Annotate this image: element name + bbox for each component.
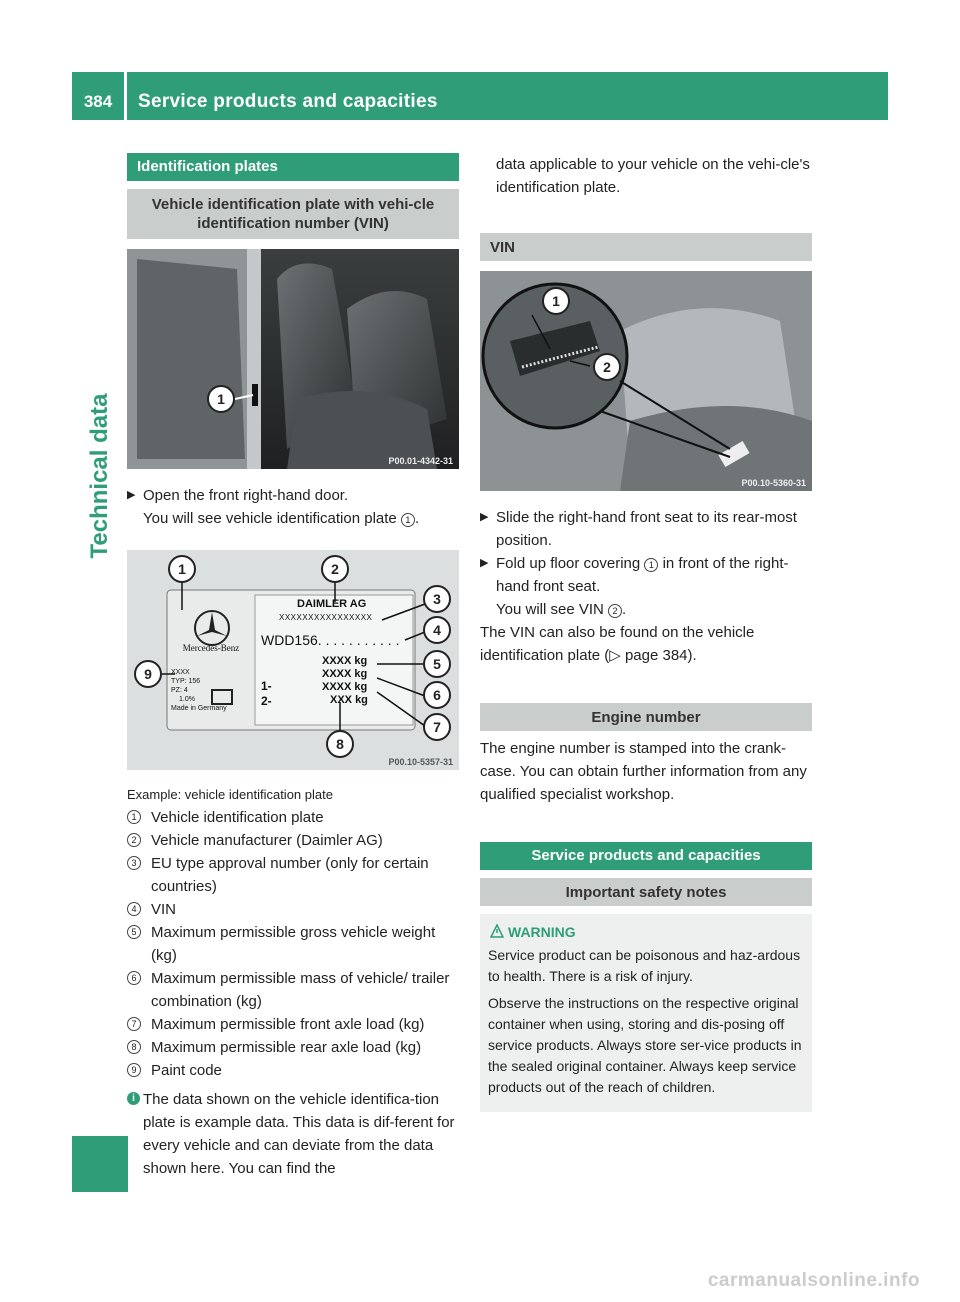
footer-watermark: carmanualsonline.info [707,1270,920,1291]
circled-number-icon: 5 [127,925,141,939]
legend-text: Paint code [151,1062,222,1079]
plate-vin: WDD156. . . . . . . . . . . [261,632,400,648]
callout-8: 8 [326,730,354,758]
circled-number-icon: 2 [127,833,141,847]
step-punct: . [414,510,420,527]
plate-small-1: XXXX [171,669,190,676]
arrow-step-icon: ▶ [480,511,489,523]
right-column [480,153,812,1112]
circled-number-icon: 4 [127,902,141,916]
section-title-identification: Identification plates [127,153,459,181]
callout-3: 3 [423,585,451,613]
callout-9: 9 [134,660,162,688]
instruction-step [480,506,812,552]
warning-label: WARNING [508,924,576,940]
step-punct: . [622,601,627,618]
plate-brand: Mercedes-Benz [182,643,240,653]
plate-manufacturer: DAIMLER AG [297,598,367,610]
page-title: Service products and capacities [138,91,438,112]
subsection-title-vin-plate [127,189,459,239]
warning-text-2: Observe the instructions on the respective original container when using, storing and dis-posing off service products. Always store ser-vice products in the sealed original container. Always keep service products out of the reach of children. [488,995,802,1095]
callout-4: 4 [423,616,451,644]
plate-approval: XXXXXXXXXXXXXXXX [279,613,373,622]
info-text: The data shown on the vehicle identifica-tion plate is example data. This data is dif-ferent for every vehicle and can deviate from the data shown here. You can find the [143,1091,455,1177]
circled-number-icon: 3 [127,856,141,870]
legend-text: Maximum permissible rear axle load (kg) [151,1039,422,1056]
arrow-step-icon: ▶ [127,489,136,501]
callout-2: 2 [593,353,621,381]
continuation-text: data applicable to your vehicle on the vehi-cle's identification plate. [496,156,810,196]
photo-code: P00.01-4342-31 [388,456,453,466]
callout-7: 7 [423,713,451,741]
legend-text: Vehicle identification plate [151,809,324,826]
seat-floor-illustration [480,271,812,491]
arrow-step-icon: ▶ [480,557,489,569]
side-tab-marker [72,1136,128,1192]
page-number: 384 [83,92,113,111]
callout-5: 5 [423,650,451,678]
step-text: Open the front right-hand door. [143,487,349,504]
step-text-2: You will see vehicle identification plate [143,510,401,527]
legend-item [127,967,459,1013]
warning-text-1: Service product can be poisonous and haz-ardous to health. There is a risk of injury. [488,947,801,984]
circled-number-icon: 2 [608,604,622,618]
circled-number-icon: 7 [127,1017,141,1031]
legend-item [127,1059,459,1082]
header-divider [124,72,127,120]
section-title-safety: Important safety notes [480,878,812,906]
plate-weight-2: XXXX kg [322,668,368,680]
subsection-title-text: Vehicle identification plate with vehi-cle identification number (VIN) [151,196,435,232]
instruction-step [127,484,459,530]
warning-box [480,914,812,1112]
photo-code: P00.10-5360-31 [741,478,806,488]
callout-1: 1 [168,555,196,583]
legend-item [127,829,459,852]
legend-item [127,806,459,829]
figure-caption: Example: vehicle identification plate [127,787,333,802]
plate-axle-2: 2- [261,694,272,708]
vin-paragraph: The VIN can also be found on the vehicle identification plate (▷ page 384). [480,624,755,664]
legend-item [127,1036,459,1059]
circled-number-icon: 1 [127,810,141,824]
photo-vin-location [480,271,812,491]
plate-weight-4: XXX kg [330,694,368,706]
legend-text: EU type approval number (only for certain countries) [151,855,429,895]
section-title-service-products: Service products and capacities [480,842,812,870]
legend-item [127,921,459,967]
circled-number-icon: 9 [127,1063,141,1077]
circled-number-icon: 8 [127,1040,141,1054]
plate-axle-1: 1- [261,679,272,693]
step-text: Slide the right-hand front seat to its rear-most position. [496,509,797,549]
legend-item [127,1013,459,1036]
callout-1: 1 [207,385,235,413]
circled-number-icon: 1 [401,513,415,527]
plate-small-3: PZ: 4 [171,687,188,694]
info-note [127,1088,459,1180]
plate-small-5: Made in Germany [171,705,227,712]
legend-list [127,806,459,1082]
step-text: Fold up floor covering [496,555,645,572]
callout-6: 6 [423,681,451,709]
callout-2: 2 [321,555,349,583]
legend-text: Maximum permissible gross vehicle weight (kg) [151,924,436,964]
legend-text: Maximum permissible front axle load (kg) [151,1016,425,1033]
legend-item [127,852,459,898]
left-column [127,153,459,1180]
step-text-cont: in front of the right-hand front seat. [496,555,789,595]
plate-small-2: TYP: 156 [171,678,201,685]
section-title-engine: Engine number [480,703,812,731]
photo-car-door [127,249,459,469]
section-title-vin: VIN [480,233,812,261]
warning-title [488,922,804,942]
photo-id-plate [127,550,459,770]
circled-number-icon: 6 [127,971,141,985]
warning-triangle-icon [490,923,504,943]
plate-weight-1: XXXX kg [322,655,368,667]
instruction-step [480,552,812,621]
legend-item [127,898,459,921]
engine-paragraph: The engine number is stamped into the crank-case. You can obtain further information from any qualified specialist workshop. [480,740,807,803]
callout-1: 1 [542,287,570,315]
plate-illustration [127,550,459,770]
step-text-line2: You will see VIN [496,601,609,618]
legend-text: Vehicle manufacturer (Daimler AG) [151,832,383,849]
photo-code: P00.10-5357-31 [388,757,453,767]
plate-small-4: 1.0% [179,696,195,703]
info-icon: i [127,1092,140,1105]
circled-number-icon: 1 [644,558,658,572]
legend-text: Maximum permissible mass of vehicle/ trailer combination (kg) [151,970,450,1010]
side-tab-label: Technical data [86,393,113,559]
legend-text: VIN [151,901,177,918]
car-interior-illustration [127,249,459,469]
plate-weight-3: XXXX kg [322,681,368,693]
